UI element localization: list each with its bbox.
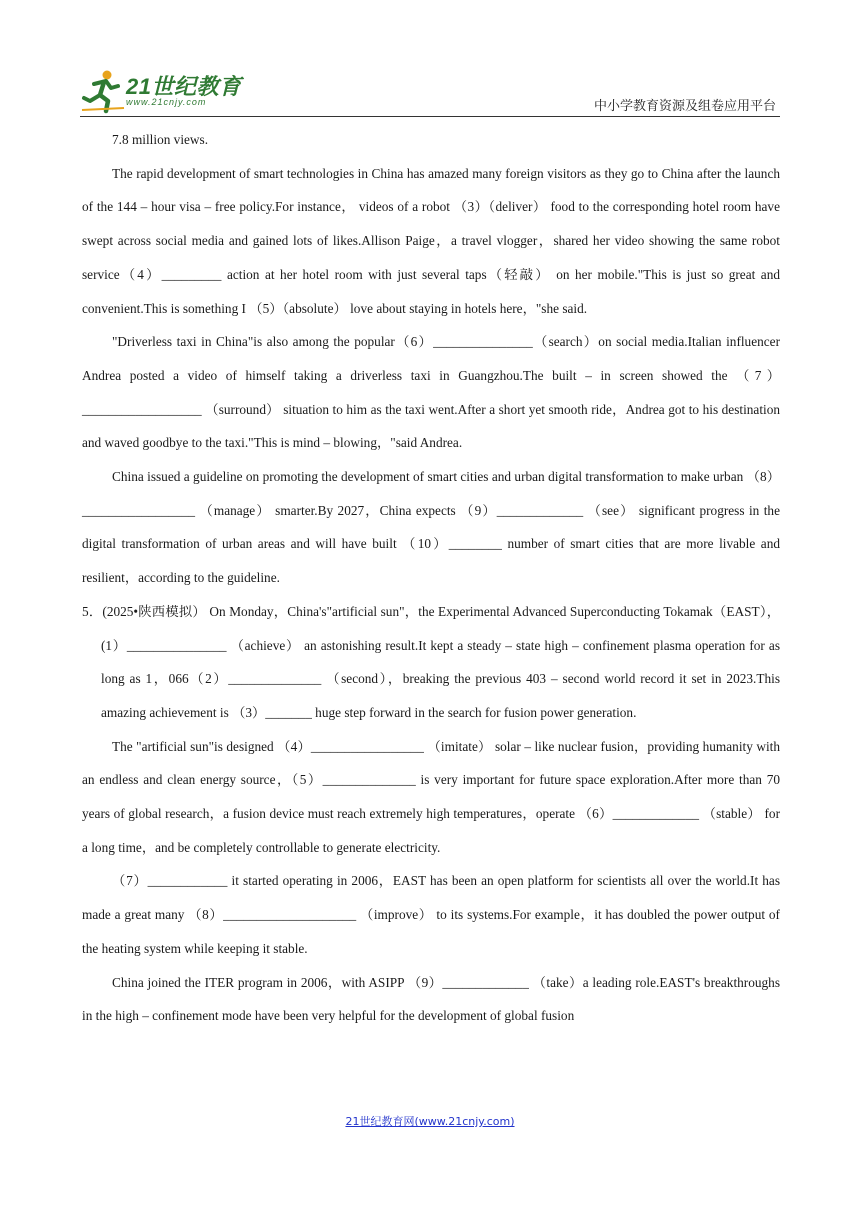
document-body — [82, 123, 780, 1033]
paragraph-continuation: 7.8 million views. — [112, 132, 209, 147]
paragraph-smart-cities: China issued a guideline on promoting the development of smart cities and urban digital transformation to make urban （8）_________________ （manage） smarter.By 2027，China expects （9）_____________ （see） significant progress in the digital transformation of urban areas and will have built （10）________ number of smart cities that are more livable and resilient，according to the guideline. — [82, 469, 780, 586]
runner-logo-icon — [80, 68, 126, 114]
page-header — [80, 66, 780, 118]
paragraph-east-platform: （7）____________ it started operating in 2006，EAST has been an open platform for scientists all over the world.It has made a great many （8）____________________ （improve） to its systems.For example，it has doubled the power output of the heating system while keeping it stable. — [82, 873, 780, 956]
paragraph-smart-tech: The rapid development of smart technologies in China has amazed many foreign visitors as they go to China after the launch of the 144 – hour visa – free policy.For instance， videos of a robot （3）（deliver） food to the corresponding hotel room have swept across social media and gained lots of likes.Allison Paige，a travel vlogger，shared her video showing the same robot service（4）_________ action at her hotel room with just several taps（轻敲） on her mobile."This is just so great and convenient.This is something I （5）（absolute） love about staying in hotels here，"she said. — [82, 165, 780, 316]
paragraph-iter: China joined the ITER program in 2006，with ASIPP （9）_____________ （take）a leading role.EAST's breakthroughs in the high – confinement mode have been very helpful for the development of global fusion — [82, 974, 780, 1024]
logo-title: 21世纪教育 — [126, 74, 242, 99]
header-divider — [80, 116, 780, 117]
footer-link[interactable]: 21世纪教育网(www.21cnjy.com) — [345, 1115, 515, 1128]
logo-url: www.21cnjy.com — [126, 97, 207, 107]
logo — [80, 66, 270, 116]
question-5-intro: 5．(2025•陕西模拟） On Monday，China's"artificial sun"，the Experimental Advanced Superconducting Tokamak（EAST），(1）_______________ （achieve） an astonishing result.It kept a steady – state high – confinement plasma operation for as long as 1，066（2）______________ （second），breaking the previous 403 – second world record it set in 2023.This amazing achievement is （3）_______ huge step forward in the search for fusion power generation. — [82, 603, 780, 720]
page-footer — [0, 1113, 860, 1129]
paragraph-artificial-sun: The "artificial sun"is designed （4）_________________ （imitate） solar – like nuclear fusion，providing humanity with an endless and clean energy source，（5）______________ is very important for future space exploration.After more than 70 years of global research，a fusion device must reach extremely high temperatures，operate （6）_____________ （stable） for a long time，and be completely controllable to generate electricity. — [82, 738, 780, 855]
paragraph-driverless-taxi: "Driverless taxi in China"is also among the popular（6）_______________（search）on social media.Italian influencer Andrea posted a video of himself taking a driverless taxi in Guangzhou.The built – in screen showed the （7）__________________ （surround） situation to him as the taxi went.After a short yet smooth ride，Andrea got to his destination and waved goodbye to the taxi."This is mind – blowing，"said Andrea. — [82, 334, 780, 451]
platform-name: 中小学教育资源及组卷应用平台 — [593, 99, 776, 114]
